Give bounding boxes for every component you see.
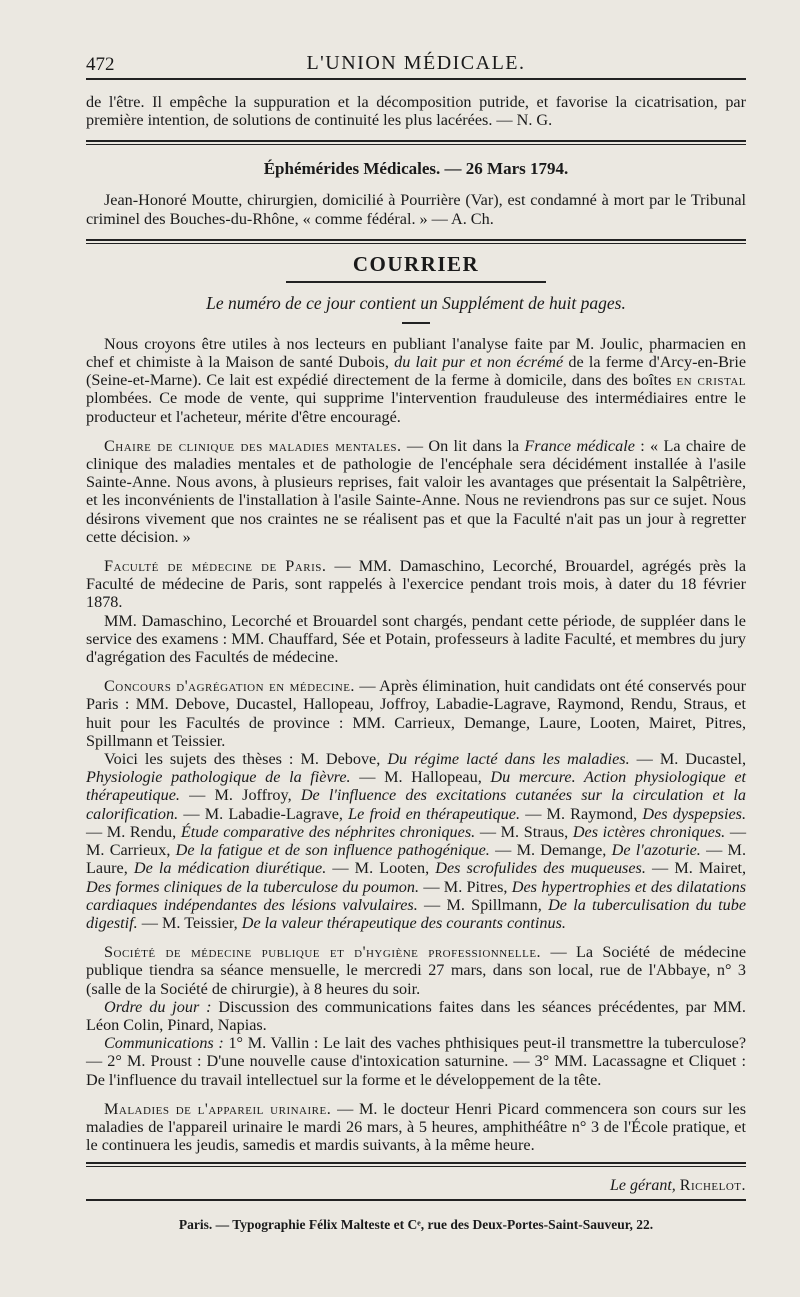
thesis-title: Le froid en thérapeutique. xyxy=(348,804,520,823)
item-heading: Faculté de médecine de Paris. xyxy=(104,557,327,576)
text-run: — M. Joffroy, xyxy=(189,786,292,805)
gerant-name: Richelot. xyxy=(679,1177,746,1195)
short-divider xyxy=(402,322,430,324)
courrier-heading xyxy=(86,252,746,277)
theses-paragraph xyxy=(86,750,746,932)
thesis-title: De la tuberculisation du tube digestif. xyxy=(86,895,747,932)
printer-imprint: Paris. — Typographie Félix Malteste et Cᵉ, rue des Deux-Portes-Saint-Sauveur, 22. xyxy=(178,1217,654,1233)
text-run: 1° M. Vallin : Le lait des vaches phthisiques peut-il transmettre la tuberculose? — 2° M. Proust : D'une nouvelle cause d'intoxication saturnine. — 3° MM. Lacassagne et Cliquet : De l'influence du travail intellectuel sur la forme et le développement de la tête. xyxy=(86,1034,747,1089)
text-run: — M. Spillmann, xyxy=(424,895,542,914)
societe-paragraph xyxy=(86,943,746,998)
courrier-title: COURRIER xyxy=(352,251,480,276)
lait-paragraph xyxy=(86,335,746,426)
page-number: 472 xyxy=(86,54,115,75)
gerant-signature xyxy=(86,1177,746,1195)
faculte-paragraph xyxy=(86,557,746,612)
gerant-label: Le gérant, xyxy=(610,1177,676,1195)
item-heading: Maladies de l'appareil urinaire. xyxy=(104,1099,332,1118)
text-run: — M. Ducastel, xyxy=(636,750,746,769)
intro-paragraph: de l'être. Il empêche la suppuration et la décomposition putride, et favorise la cicatrisation, par première intention, de solutions de continuité les plus lacérées. — N. G. xyxy=(86,93,746,130)
thesis-title: Des scrofulides des muqueuses. xyxy=(435,859,646,878)
thesis-title: Du mercure. Action physiologique et thérapeutique. xyxy=(86,768,747,805)
thesis-title: Du régime lacté dans les maladies. xyxy=(387,750,630,769)
thesis-title: De la médication diurétique. xyxy=(133,859,327,878)
page-content xyxy=(86,93,746,1233)
maladies-paragraph xyxy=(86,1100,746,1155)
thesis-title: Physiologie pathologique de la fièvre. xyxy=(86,768,351,787)
thesis-title: Des formes cliniques de la tuberculose du poumon. xyxy=(86,877,419,896)
faculte-paragraph-2: MM. Damaschino, Lecorché et Brouardel sont chargés, pendant cette période, de suppléer dans le service des examens : MM. Chauffard, Sée et Potain, professeurs à ladite Faculté, et membres du jury d'agrégation des Facultés de médecine. xyxy=(86,611,746,667)
thesis-title: Des ictères chroniques. xyxy=(572,822,726,841)
emphasis: du lait pur et non écrémé xyxy=(394,353,564,372)
emphasis: Ordre du jour : xyxy=(104,997,212,1016)
running-title: L'UNION MÉDICALE. xyxy=(306,52,526,74)
text-run: — M. Labadie-Lagrave, xyxy=(183,804,343,823)
thesis-title: De l'azoturie. xyxy=(611,841,701,860)
item-heading: Chaire de clinique des maladies mentales. xyxy=(104,436,402,455)
text-run: — M. Teissier, xyxy=(141,913,238,932)
communications xyxy=(86,1034,746,1089)
text-run: — M. Demange, xyxy=(495,841,607,860)
text-run: — M. Straus, xyxy=(479,822,569,841)
text-run: — M. Laure, xyxy=(86,841,746,878)
text-run: — On lit dans la xyxy=(406,436,520,455)
text-run: — MM. Damaschino, Lecorché, Brouardel, agrégés près la Faculté de médecine de Paris, sont rappelés à l'exercice pendant trois mois, à dater du 18 février 1878. xyxy=(86,557,747,612)
text-run: — M. Looten, xyxy=(332,859,430,878)
section-divider xyxy=(86,1162,746,1167)
text-run: — M. le docteur Henri Picard commencera son cours sur les maladies de l'appareil urinaire le mardi 26 mars, à 5 heures, amphithéâtre n° 3 de l'École pratique, et le continuera les jeudis, samedis et mardis suivants, à la même heure. xyxy=(86,1099,747,1155)
thesis-title: Des dyspepsies. xyxy=(642,804,747,823)
emphasis: Communications : xyxy=(104,1034,224,1053)
text-run: — La Société de médecine publique tiendra sa séance mensuelle, le mercredi 27 mars, dans son local, rue de l'Abbaye, n° 3 (salle de la Société de chirurgie), à 8 heures du soir. xyxy=(86,943,747,998)
item-heading: Société de médecine publique et d'hygiène professionnelle. xyxy=(104,943,542,962)
text-run: — M. Mairet, xyxy=(652,859,747,878)
supplement-notice: Le numéro de ce jour contient un Supplément de huit pages. xyxy=(206,292,626,313)
chaire-paragraph xyxy=(86,437,746,546)
text-run: Voici les sujets des thèses : M. Debove, xyxy=(104,750,381,769)
text-run: — M. Pitres, xyxy=(423,877,508,896)
thesis-title: De la fatigue et de son influence pathogénique. xyxy=(175,841,490,860)
small-caps-text: en cristal xyxy=(676,371,747,390)
concours-paragraph xyxy=(86,677,746,750)
text-run: — M. Raymond, xyxy=(525,804,638,823)
section-divider xyxy=(86,140,746,145)
text-run: Nous croyons être utiles à nos lecteurs en publiant l'analyse faite par M. Joulic, pharmacien en chef et chimiste à la Maison de santé Dubois, xyxy=(86,334,746,372)
thesis-title: De la valeur thérapeutique des courants continus. xyxy=(241,913,566,932)
text-run: plombées. Ce mode de vente, qui supprime l'intervention frauduleuse des intermédiaires entre le producteur et l'acheteur, mérite d'être encouragé. xyxy=(86,389,746,426)
text-run: Discussion des communications faites dans les séances précédentes, par MM. Léon Colin, Pinard, Napias. xyxy=(86,997,746,1034)
text-run: de la ferme d'Arcy-en-Brie (Seine-et-Marne). Ce lait est expédié directement de la ferme à domicile, dans des boîtes xyxy=(86,353,747,390)
page-header xyxy=(86,50,746,80)
ephemerides-title: Éphémérides Médicales. — 26 Mars 1794. xyxy=(263,159,569,179)
footer-rule xyxy=(86,1199,746,1201)
text-run: : « La chaire de clinique des maladies mentales et de pathologie de l'encéphale sera décidément installée à l'asile Sainte-Anne. Nous avons, à plusieurs reprises, fait valoir les avantages que présentait la Salpêtrière, et les inconvénients de l'installation à l'asile Sainte-Anne. Nous ne reviendrons pas sur ce sujet. Nous désirons vivement que nos craintes ne se réalisent pas et que la Faculté n'ait pas un jour à regretter cette décision. » xyxy=(86,436,746,546)
courrier-rule xyxy=(286,281,546,283)
thesis-title: Des hypertrophies et des dilatations cardiaques indépendantes des lésions valvulaires. xyxy=(86,877,746,914)
section-divider xyxy=(86,239,746,244)
thesis-title: Étude comparative des néphrites chroniques. xyxy=(180,822,476,841)
emphasis: France médicale xyxy=(524,436,635,455)
text-run: — M. Rendu, xyxy=(86,822,177,841)
ordre-du-jour xyxy=(86,998,746,1034)
text-run: — M. Carrieux, xyxy=(86,822,747,860)
text-run: — Après élimination, huit candidats ont été conservés pour Paris : MM. Debove, Ducastel, Hallopeau, Joffroy, Labadie-Lagrave, Raymond, Rendu, Straus, et huit pour les Facultés de province : MM. Carrieux, Demange, Laure, Looten, Mairet, Pitres, Spillmann et Teissier. xyxy=(86,677,746,750)
item-heading: Concours d'agrégation en médecine. xyxy=(104,677,355,696)
text-run: — M. Hallopeau, xyxy=(359,768,482,787)
ephemerides-text: Jean-Honoré Moutte, chirurgien, domicilié à Pourrière (Var), est condamné à mort par le Tribunal criminel des Bouches-du-Rhône, « comme fédéral. » — A. Ch. xyxy=(86,191,746,228)
thesis-title: De l'influence des excitations cutanées sur la circulation et la calorification. xyxy=(86,786,746,823)
